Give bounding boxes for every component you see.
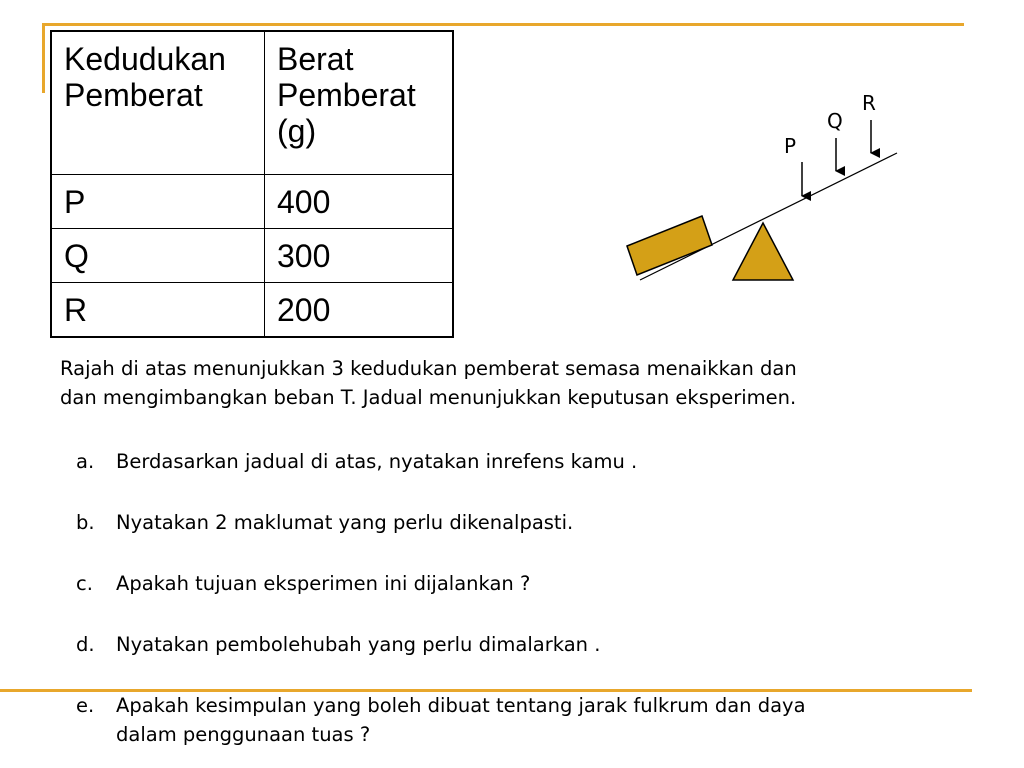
label-p: P	[784, 134, 797, 158]
cell-weight: 400	[265, 175, 454, 229]
header-position: Kedudukan Pemberat	[51, 31, 265, 175]
question-a	[76, 447, 956, 476]
question-label: e.	[76, 694, 95, 717]
results-table	[50, 30, 454, 338]
question-label: c.	[76, 572, 93, 595]
header-weight: Berat Pemberat (g)	[265, 31, 454, 175]
lever-diagram	[600, 80, 920, 300]
label-q: Q	[827, 109, 843, 133]
question-d	[76, 630, 956, 659]
intro-line-1: Rajah di atas menunjukkan 3 kedudukan pemberat semasa menaikkan dan	[60, 357, 797, 380]
fulcrum-triangle	[733, 223, 793, 280]
label-r: R	[862, 91, 876, 115]
cell-position: P	[51, 175, 265, 229]
question-b	[76, 508, 956, 537]
table-row	[51, 229, 453, 283]
cell-weight: 300	[265, 229, 454, 283]
load-block	[627, 216, 712, 275]
question-label: a.	[76, 450, 95, 473]
cell-weight: 200	[265, 283, 454, 338]
table-row	[51, 283, 453, 338]
question-text: Nyatakan 2 maklumat yang perlu dikenalpasti.	[116, 511, 574, 534]
question-text: Nyatakan pembolehubah yang perlu dimalarkan .	[116, 633, 601, 656]
cell-position: Q	[51, 229, 265, 283]
question-text: Berdasarkan jadual di atas, nyatakan inrefens kamu .	[116, 450, 638, 473]
question-text-continued: dalam penggunaan tuas ?	[116, 723, 371, 746]
cell-position: R	[51, 283, 265, 338]
question-c	[76, 569, 956, 598]
left-accent-line	[42, 23, 45, 93]
question-label: b.	[76, 511, 95, 534]
intro-line-2: dan mengimbangkan beban T. Jadual menunjukkan keputusan eksperimen.	[60, 386, 797, 409]
table-row	[51, 175, 453, 229]
question-label: d.	[76, 633, 95, 656]
question-text: Apakah kesimpulan yang boleh dibuat tentang jarak fulkrum dan daya	[116, 694, 806, 717]
question-text: Apakah tujuan eksperimen ini dijalankan ?	[116, 572, 531, 595]
results-table-container	[50, 30, 454, 338]
intro-paragraph	[60, 354, 960, 412]
table-header-row	[51, 31, 453, 175]
top-accent-line	[42, 23, 964, 26]
question-e	[76, 691, 956, 749]
